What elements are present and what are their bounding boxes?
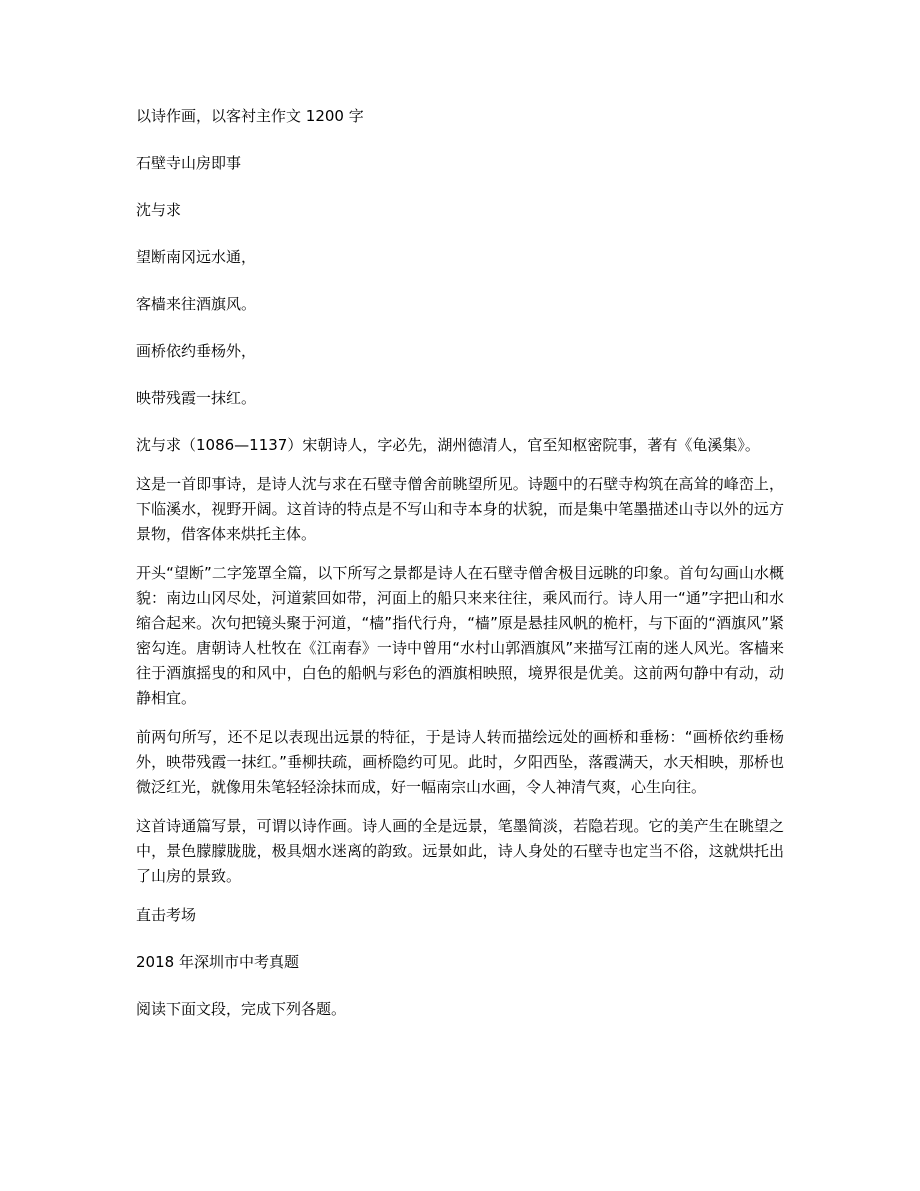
poem-line: 映带残霞一抹红。 bbox=[136, 389, 257, 407]
poem-line: 客樯来往酒旗风。 bbox=[136, 295, 257, 313]
author-bio: 沈与求（1086—1137）宋朝诗人，字必先，湖州德清人，官至知枢密院事，著有《龟溪集》。 bbox=[136, 436, 760, 454]
analysis-paragraph: 这首诗通篇写景，可谓以诗作画。诗人画的全是远景，笔墨简淡，若隐若现。它的美产生在眺望之中，景色朦朦胧胧，极具烟水迷离的韵致。远景如此，诗人身处的石壁寺也定当不俗，这就烘托出了山房的景致。 bbox=[136, 817, 784, 885]
header-line: 以诗作画，以客衬主作文 1200 字 bbox=[136, 107, 364, 125]
instruction: 阅读下面文段，完成下列各题。 bbox=[136, 1000, 347, 1018]
document-body bbox=[136, 104, 784, 1044]
poem-line: 望断南冈远水通， bbox=[136, 248, 257, 266]
exam-title: 2018 年深圳市中考真题 bbox=[136, 953, 299, 971]
analysis-paragraph: 这是一首即事诗，是诗人沈与求在石壁寺僧舍前眺望所见。诗题中的石壁寺构筑在高耸的峰峦上，下临溪水，视野开阔。这首诗的特点是不写山和寺本身的状貌，而是集中笔墨描述山寺以外的远方景物，借客体来烘托主体。 bbox=[136, 475, 784, 543]
analysis-paragraph: 前两句所写，还不足以表现出远景的特征，于是诗人转而描绘远处的画桥和垂杨：“画桥依约垂杨外，映带残霞一抹红。”垂柳扶疏，画桥隐约可见。此时，夕阳西坠，落霞满天，水天相映，那桥也微泛红光，就像用朱笔轻轻涂抹而成，好一幅南宗山水画，令人神清气爽，心生向往。 bbox=[136, 728, 784, 796]
poem-line: 画桥依约垂杨外， bbox=[136, 342, 257, 360]
poem-author: 沈与求 bbox=[136, 201, 182, 219]
analysis-paragraph: 开头“望断”二字笼罩全篇，以下所写之景都是诗人在石壁寺僧舍极目远眺的印象。首句勾画山水概貌：南边山冈尽处，河道萦回如带，河面上的船只来来往往，乘风而行。诗人用一“通”字把山和水缩合起来。次句把镜头聚于河道，“樯”指代行舟，“樯”原是悬挂风帆的桅杆，与下面的“酒旗风”紧密勾连。唐朝诗人杜牧在《江南春》一诗中曾用“水村山郭酒旗风”来描写江南的迷人风光。客樯来往于酒旗摇曳的和风中，白色的船帆与彩色的酒旗相映照，境界很是优美。这前两句静中有动，动静相宜。 bbox=[136, 564, 784, 707]
poem-title: 石壁寺山房即事 bbox=[136, 154, 242, 172]
section-title: 直击考场 bbox=[136, 906, 197, 924]
